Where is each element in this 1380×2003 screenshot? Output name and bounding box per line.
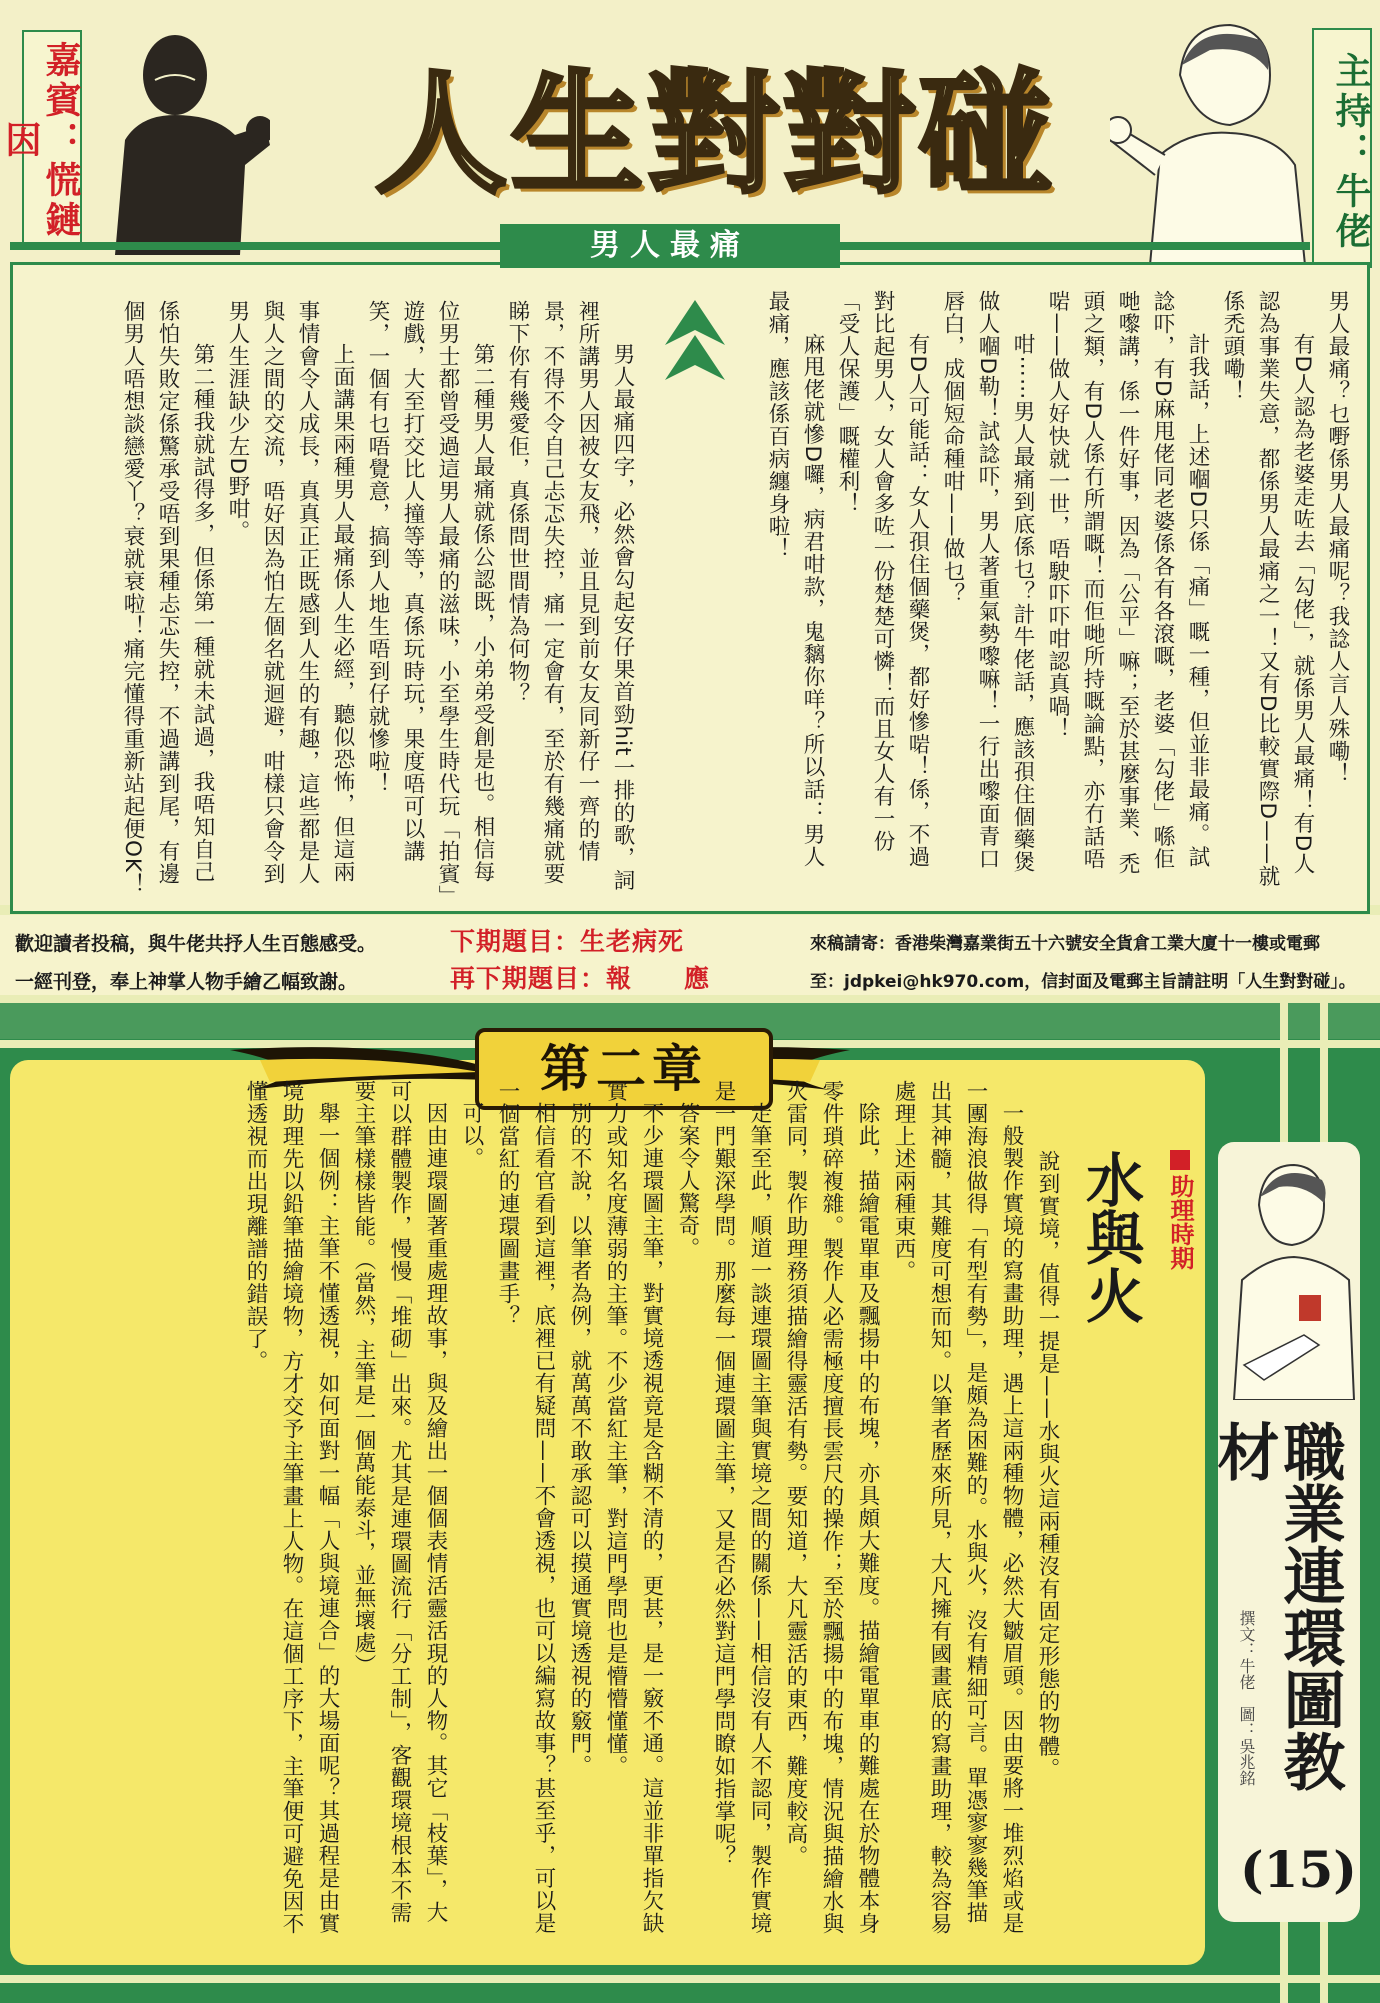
paragraph: 有D人認為老婆走咗去「勾佬」，就係男人最痛！有D人認為事業失意，都係男人最痛之一！又有D比較實際D——就係禿頭嘞！ xyxy=(1220,290,1315,888)
article1-left-column xyxy=(30,300,640,900)
address-line: 來稿請寄：香港柴灣嘉業街五十六號安全貨倉工業大廈十一樓或電郵 xyxy=(810,934,1320,954)
paragraph: 有D人可能話：女人孭住個藥煲，都好慘啱！係，不過對比起男人，女人會多咗一份楚楚可憐！而且女人有一份「受人保護」嘅權利！ xyxy=(835,290,930,869)
paragraph: 走筆至此，順道一談連環圖主筆與實境之間的關係——相信沒有人不認同，製作實境是一門艱深學問。那麼每一個連環圖主筆，又是否必然對這門學問瞭如指掌呢？ xyxy=(711,1080,772,1934)
next-topics xyxy=(450,923,810,997)
article1-right-column xyxy=(755,290,1355,890)
guest-label: 嘉賓：慌鏈因 xyxy=(22,30,82,245)
paragraph: 不少連環圖主筆，對實境透視竟是含糊不清的，更甚，是一竅不通。這並非單指欠缺實力或知名度薄弱的主筆。不少當紅主筆，對這門學問也是懵懵懂懂。 xyxy=(603,1080,664,1934)
paragraph: 男人最痛？乜嘢係男人最痛呢？我諗人言人殊嘞！ xyxy=(1325,290,1350,785)
paragraph: 計我話，上述嗰D只係「痛」嘅一種，但並非最痛。試諗吓，有D麻甩佬同老婆係各有各滾嘅，老婆「勾佬」喺佢哋嚟講，係一件好事，因為「公平」嘛；至於甚麼事業、禿頭之類，有D人係冇所謂嘅！而佢哋所持嘅論點，亦冇話唔啱——做人好快就一世，唔駛吓吓咁認真喎！ xyxy=(1045,290,1210,875)
series-number: (15) xyxy=(1240,1840,1357,1899)
guest-figure-illustration xyxy=(95,20,270,255)
host-figure-illustration xyxy=(1110,5,1310,265)
square-bullet-icon xyxy=(1170,1150,1190,1170)
series-credit: 撰文：牛佬 圖：吳兆銘 xyxy=(1237,1610,1256,1786)
article-subtitle: 男人最痛 xyxy=(500,224,840,268)
page-title: 人生對對碰 xyxy=(375,57,1055,212)
footer-line: 歡迎讀者投稿，與牛佬共抒人生百態感受。 xyxy=(15,933,377,955)
paragraph: 說到實境，值得一提是——水與火這兩種沒有固定形態的物體。 xyxy=(1035,1150,1060,1780)
article2-title: 水與火 xyxy=(1076,1150,1144,1324)
paragraph: 答案令人驚奇。 xyxy=(675,1101,700,1259)
paragraph: 舉一個例：主筆不懂透視，如何面對一幅「人與境連合」的大場面呢？其過程是由實境助理先以鉛筆描繪境物，方才交予主筆畫上人物。在這個工序下，主筆便可避免因不懂透視而出現離譜的錯誤了。 xyxy=(243,1080,340,1935)
chevron-divider-icon xyxy=(645,290,745,410)
next-topic: 下期題目：生老病死 xyxy=(450,927,685,956)
paragraph: 別的不說，以筆者為例，就萬萬不敢承認可以摸通實境透視的竅門。 xyxy=(567,1101,592,1777)
host-label: 主持：牛佬 xyxy=(1312,28,1372,268)
paragraph: 麻甩佬就慘D囉，病君咁款，鬼黐你咩？所以話：男人最痛，應該係百病纏身啦！ xyxy=(765,290,825,869)
paragraph: 因由連環圖著重處理故事，與及繪出一個個表情活靈活現的人物。其它「枝葉」，大可以群體製作，慢慢「堆砌」出來。尤其是連環圖流行「分工制」，客觀環境根本不需要主筆樣樣皆能。（當然，主筆是一個萬能泰斗，並無壞處） xyxy=(351,1080,448,1925)
paragraph: 第二種我就試得多，但係第一種就未試過，我唔知自己係怕失敗定係驚承受唔到果種忐忑失控，不過講到尾，有邊個男人唔想談戀愛丫？衰就衰啦！痛完懂得重新站起便OK！ xyxy=(120,300,215,896)
address-line: 至：jdpkei@hk970.com，信封面及電郵主旨請註明「人生對對碰」。 xyxy=(810,972,1356,992)
kicker-text: 助理時期 xyxy=(1166,1174,1194,1270)
paragraph: 男人最痛四字，必然會勾起安仔果首勁hit一排的歌，詞裡所講男人因被女友飛，並且見到前女友同新仔一齊的情景，不得不令自己忐忑失控，痛一定會有，至於有幾痛就要睇下你有幾愛佢，真係問世間情為何物？ xyxy=(505,300,635,892)
article2-kicker xyxy=(1155,1150,1195,1270)
paragraph: 可以。 xyxy=(459,1101,484,1169)
paragraph: 一般製作實境的寫畫助理，遇上這兩種物體，必然大皺眉頭。因由要將一堆烈焰或是一團海浪做得「有型有勢」，是頗為困難的。水與火，沒有精細可言。單憑寥寥幾筆描出其神髓，其難度可想而知。以筆者歷來所見，大凡擁有國畫底的寫畫助理，較為容易處理上述兩種東西。 xyxy=(891,1080,1024,1935)
paragraph: 咁⋯⋯男人最痛到底係乜？計牛佬話，應該孭住個藥煲做人嗰D勒！試諗吓，男人著重氣勢嚟嘛！一行出嚟面青口唇白，成個短命種咁——做乜？ xyxy=(940,290,1035,873)
submission-address xyxy=(810,925,1370,1001)
paragraph: 除此，描繪電單車及飄揚中的布塊，亦具頗大難度。描繪電單車的難處在於物體本身零件瑣碎複雜。製作人必需極度擅長雲尺的操作；至於飄揚中的布塊，情況與描繪水與火雷同，製作助理務須描繪得靈活有勢。要知道，大凡靈活的東西，難度較高。 xyxy=(783,1080,880,1935)
paragraph: 上面講果兩種男人最痛係人生必經，聽似恐怖，但這兩事情會令人成長，真真正正既感到人生的有趣，這些都是人與人之間的交流，唔好因為怕左個名就迴避，咁樣只會令到男人生涯缺少左D野咁。 xyxy=(225,300,355,885)
artist-portrait-illustration xyxy=(1224,1145,1356,1400)
footer-line: 一經刊登，奉上神掌人物手繪乙幅致謝。 xyxy=(15,971,358,993)
series-title: 職業連環圖教材 xyxy=(1207,1420,1346,1792)
article2-body xyxy=(45,1080,1065,1940)
chapter-heading: 第二章 xyxy=(475,1028,773,1110)
next-next-topic: 再下期題目：報 應 xyxy=(450,964,711,993)
paragraph: 第二種男人最痛就係公認既，小弟弟受創是也。相信每位男士都曾受過這男人最痛的滋味，小至學生時代玩「拍賓」遊戲，大至打交比人撞等等，真係玩時玩，果度唔可以講笑，一個有乜唔覺意，搞到人地生唔到仔就慘啦！ xyxy=(365,300,495,897)
grid-line xyxy=(0,1975,1380,1983)
paragraph: 相信看官看到這裡，底裡已有疑問——不會透視，也可以編寫故事？甚至乎，可以是一個當紅的連環圖畫手？ xyxy=(495,1080,556,1934)
